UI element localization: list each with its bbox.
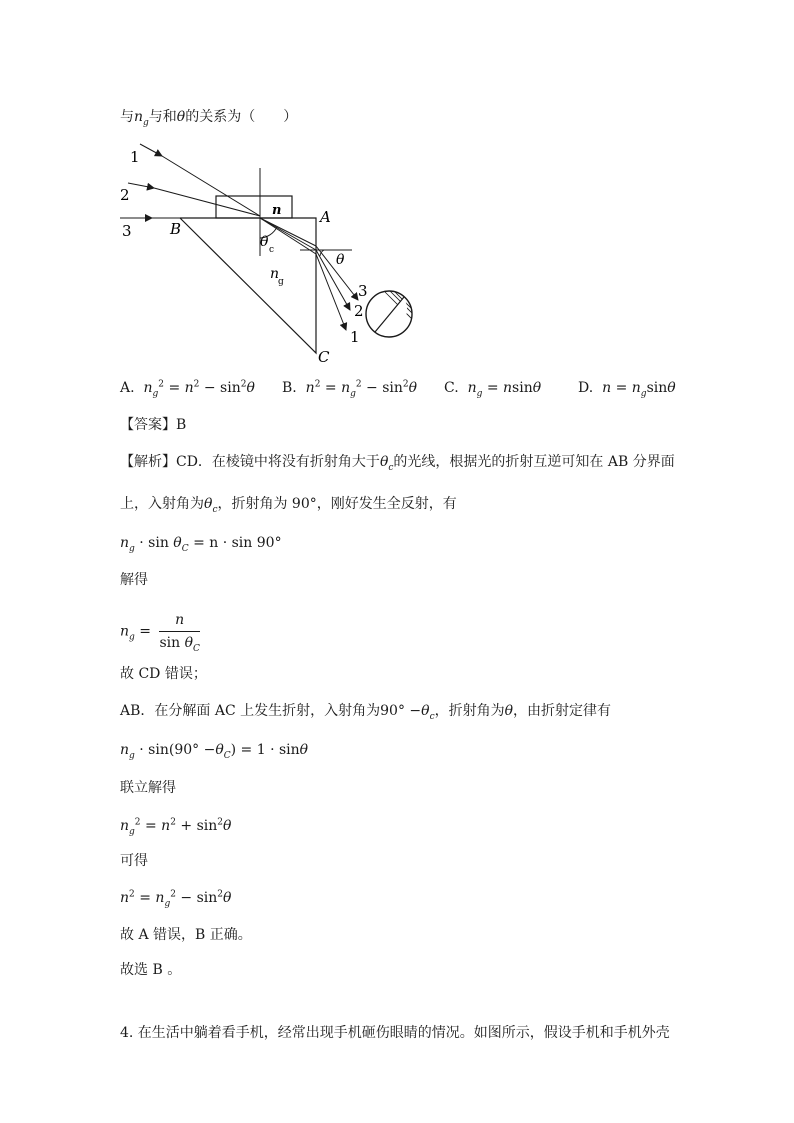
- label-ray-1: 1: [130, 148, 140, 166]
- fraction: $\frac{n}{\sin \theta_C}$: [159, 612, 200, 654]
- incident-ray-1: [140, 144, 162, 156]
- option-a: A. $n_g^2 = n^2 - \sin^2\theta$: [120, 379, 255, 399]
- label-theta-c-sub: c: [269, 245, 275, 255]
- answer-value: B: [176, 417, 187, 433]
- incident-ray-2: [128, 183, 154, 188]
- label-exit-2: 2: [354, 302, 364, 320]
- label-ray-2: 2: [120, 186, 130, 204]
- equation-4: $n_g^2 = n^2 + \sin^2\theta$: [120, 817, 232, 837]
- option-c: C. $n_g = nsin\theta$: [444, 380, 542, 399]
- equation-5: $n^2 = n_g^2 - \sin^2\theta$: [120, 889, 232, 909]
- equation-1: $n_g \cdot \sin \theta_C = n \cdot \sin 90^\circ$: [120, 535, 282, 554]
- equation-3: $n_g \cdot \sin(90^\circ -\theta_C) = 1 \cdot \sin\theta$: [120, 742, 309, 761]
- label-vertex-b: B: [170, 220, 182, 238]
- fiber-cross-section-icon: [366, 288, 430, 348]
- result-lead: 可得: [120, 853, 148, 869]
- label-exit-1: 1: [350, 328, 360, 346]
- conclusion-cd: 故 CD 错误；: [120, 666, 207, 682]
- subscript-g: g: [143, 117, 149, 128]
- question-stem: [120, 107, 297, 127]
- option-d: D. $n = n_g\sin\theta$: [578, 380, 676, 399]
- label-ng: n: [270, 266, 280, 282]
- final-choice: 故选 B 。: [120, 962, 182, 978]
- exit-ray-2: [316, 250, 350, 310]
- stem-text-3: 的关系为（ ）: [185, 109, 298, 125]
- analysis-line-1: 【解析】CD．在棱镜中将没有折射角大于$\theta_c$的光线，根据光的折射互逆可知在 AB 分界面: [120, 454, 675, 473]
- solve2-label: 联立解得: [120, 780, 176, 796]
- symbol-theta: θ: [176, 109, 186, 125]
- symbol-n: n: [134, 109, 144, 125]
- analysis-ab: AB．在分解面 AC 上发生折射，入射角为$90^\circ -\theta_c$，折射角为θ，由折射定律有: [120, 703, 612, 722]
- analysis-tag: 【解析】: [120, 454, 176, 470]
- label-vertex-c: C: [318, 348, 330, 366]
- label-ray-3: 3: [122, 222, 132, 240]
- answer-line: [120, 415, 186, 435]
- next-question: 4. 在生活中躺着看手机，经常出现手机砸伤眼睛的情况。如图所示，假设手机和手机外壳: [120, 1025, 670, 1041]
- answer-tag: 【答案】: [120, 417, 176, 433]
- stem-text-2: 与和: [148, 109, 177, 125]
- analysis-line-2: 上，入射角为$\theta_c$，折射角为 90°，刚好发生全反射，有: [120, 496, 457, 515]
- option-b: B. $n^2 = n_g^2 - \sin^2\theta$: [282, 379, 418, 399]
- label-vertex-a: A: [320, 208, 331, 226]
- conclusion-ab: 故 A 错误，B 正确。: [120, 927, 252, 943]
- label-theta: θ: [336, 252, 345, 268]
- solve-label: 解得: [120, 572, 148, 588]
- prism-diagram: [110, 138, 430, 368]
- label-exit-3: 3: [358, 282, 368, 300]
- stem-text-1: 与: [120, 109, 134, 125]
- label-theta-c: θ: [260, 234, 269, 250]
- equation-2: $n_g$ = $\frac{n}{\sin \theta_C}$: [120, 612, 200, 654]
- label-n: n: [272, 203, 282, 218]
- label-ng-sub: g: [278, 277, 284, 287]
